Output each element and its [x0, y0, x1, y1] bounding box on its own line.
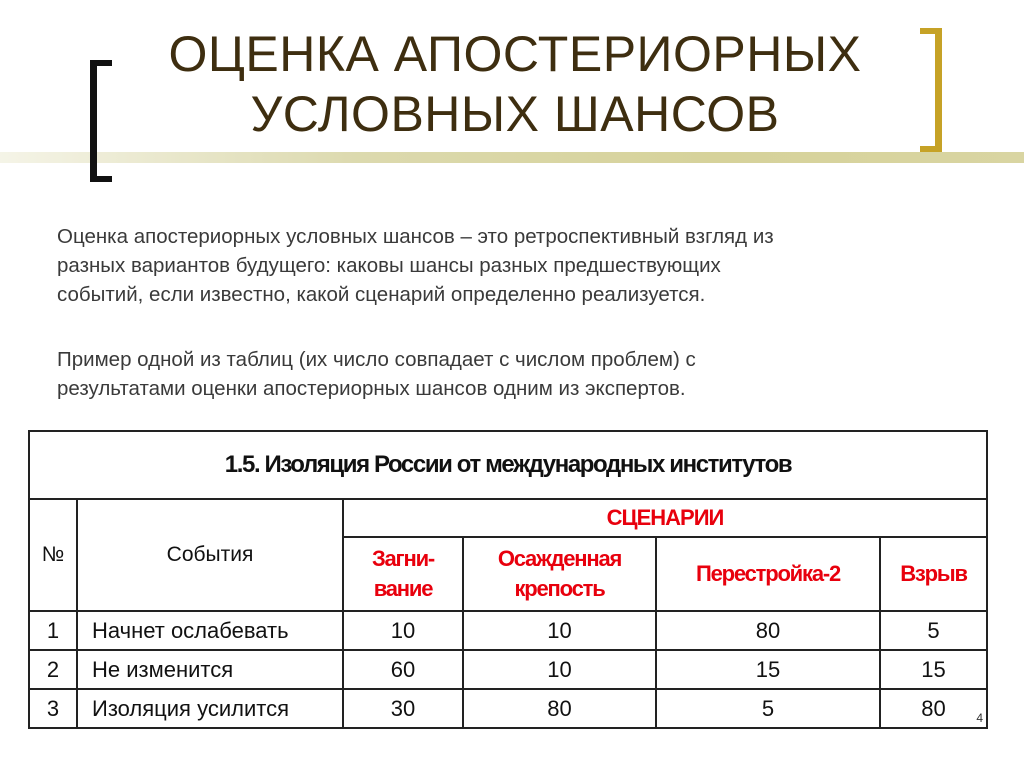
- table-caption: 1.5. Изоляция России от международных институтов: [29, 431, 987, 499]
- value-cell: 10: [463, 611, 656, 650]
- slide-title: [100, 24, 930, 144]
- value-cell: 80: [463, 689, 656, 728]
- header-events: События: [77, 499, 343, 611]
- value-cell: 15: [656, 650, 880, 689]
- row-number: 1: [29, 611, 77, 650]
- example-paragraph: Пример одной из таблиц (их число совпадает с числом проблем) с результатами оценки апостериорных шансов одним из экспертов.: [57, 348, 696, 400]
- value-cell: 15: [880, 650, 987, 689]
- value-cell: 30: [343, 689, 463, 728]
- title-line-1: ОЦЕНКА АПОСТЕРИОРНЫХ: [168, 26, 862, 82]
- table-row: [29, 650, 987, 689]
- slide-number: 4: [976, 711, 983, 725]
- header-scenarios: СЦЕНАРИИ: [343, 499, 987, 537]
- value-text: 80: [921, 695, 946, 721]
- value-cell: 5: [656, 689, 880, 728]
- value-cell: 80: [656, 611, 880, 650]
- header-number: №: [29, 499, 77, 611]
- posterior-odds-table: [28, 430, 988, 729]
- row-event: Начнет ослабевать: [77, 611, 343, 650]
- row-event: Изоляция усилится: [77, 689, 343, 728]
- value-cell-last: [880, 689, 987, 728]
- value-cell: 10: [463, 650, 656, 689]
- row-event: Не изменится: [77, 650, 343, 689]
- table-row: [29, 611, 987, 650]
- row-number: 2: [29, 650, 77, 689]
- row-number: 3: [29, 689, 77, 728]
- scenario-header-perestroika-2: Перестройка-2: [656, 537, 880, 611]
- value-cell: 5: [880, 611, 987, 650]
- scenario-header-explosion: Взрыв: [880, 537, 987, 611]
- value-cell: 10: [343, 611, 463, 650]
- scenario-header-stagnation: Загни- вание: [343, 537, 463, 611]
- title-line-2: УСЛОВНЫХ ШАНСОВ: [250, 86, 780, 142]
- title-underline-rule: [0, 152, 1024, 163]
- table-row: [29, 689, 987, 728]
- scenario-header-besieged-fortress: Осажденная крепость: [463, 537, 656, 611]
- value-cell: 60: [343, 650, 463, 689]
- definition-paragraph: Оценка апостериорных условных шансов – это ретроспективный взгляд из разных вариантов будущего: каковы шансы разных предшествующих событий, если известно, какой сценарий определенно реализуется.: [57, 225, 774, 306]
